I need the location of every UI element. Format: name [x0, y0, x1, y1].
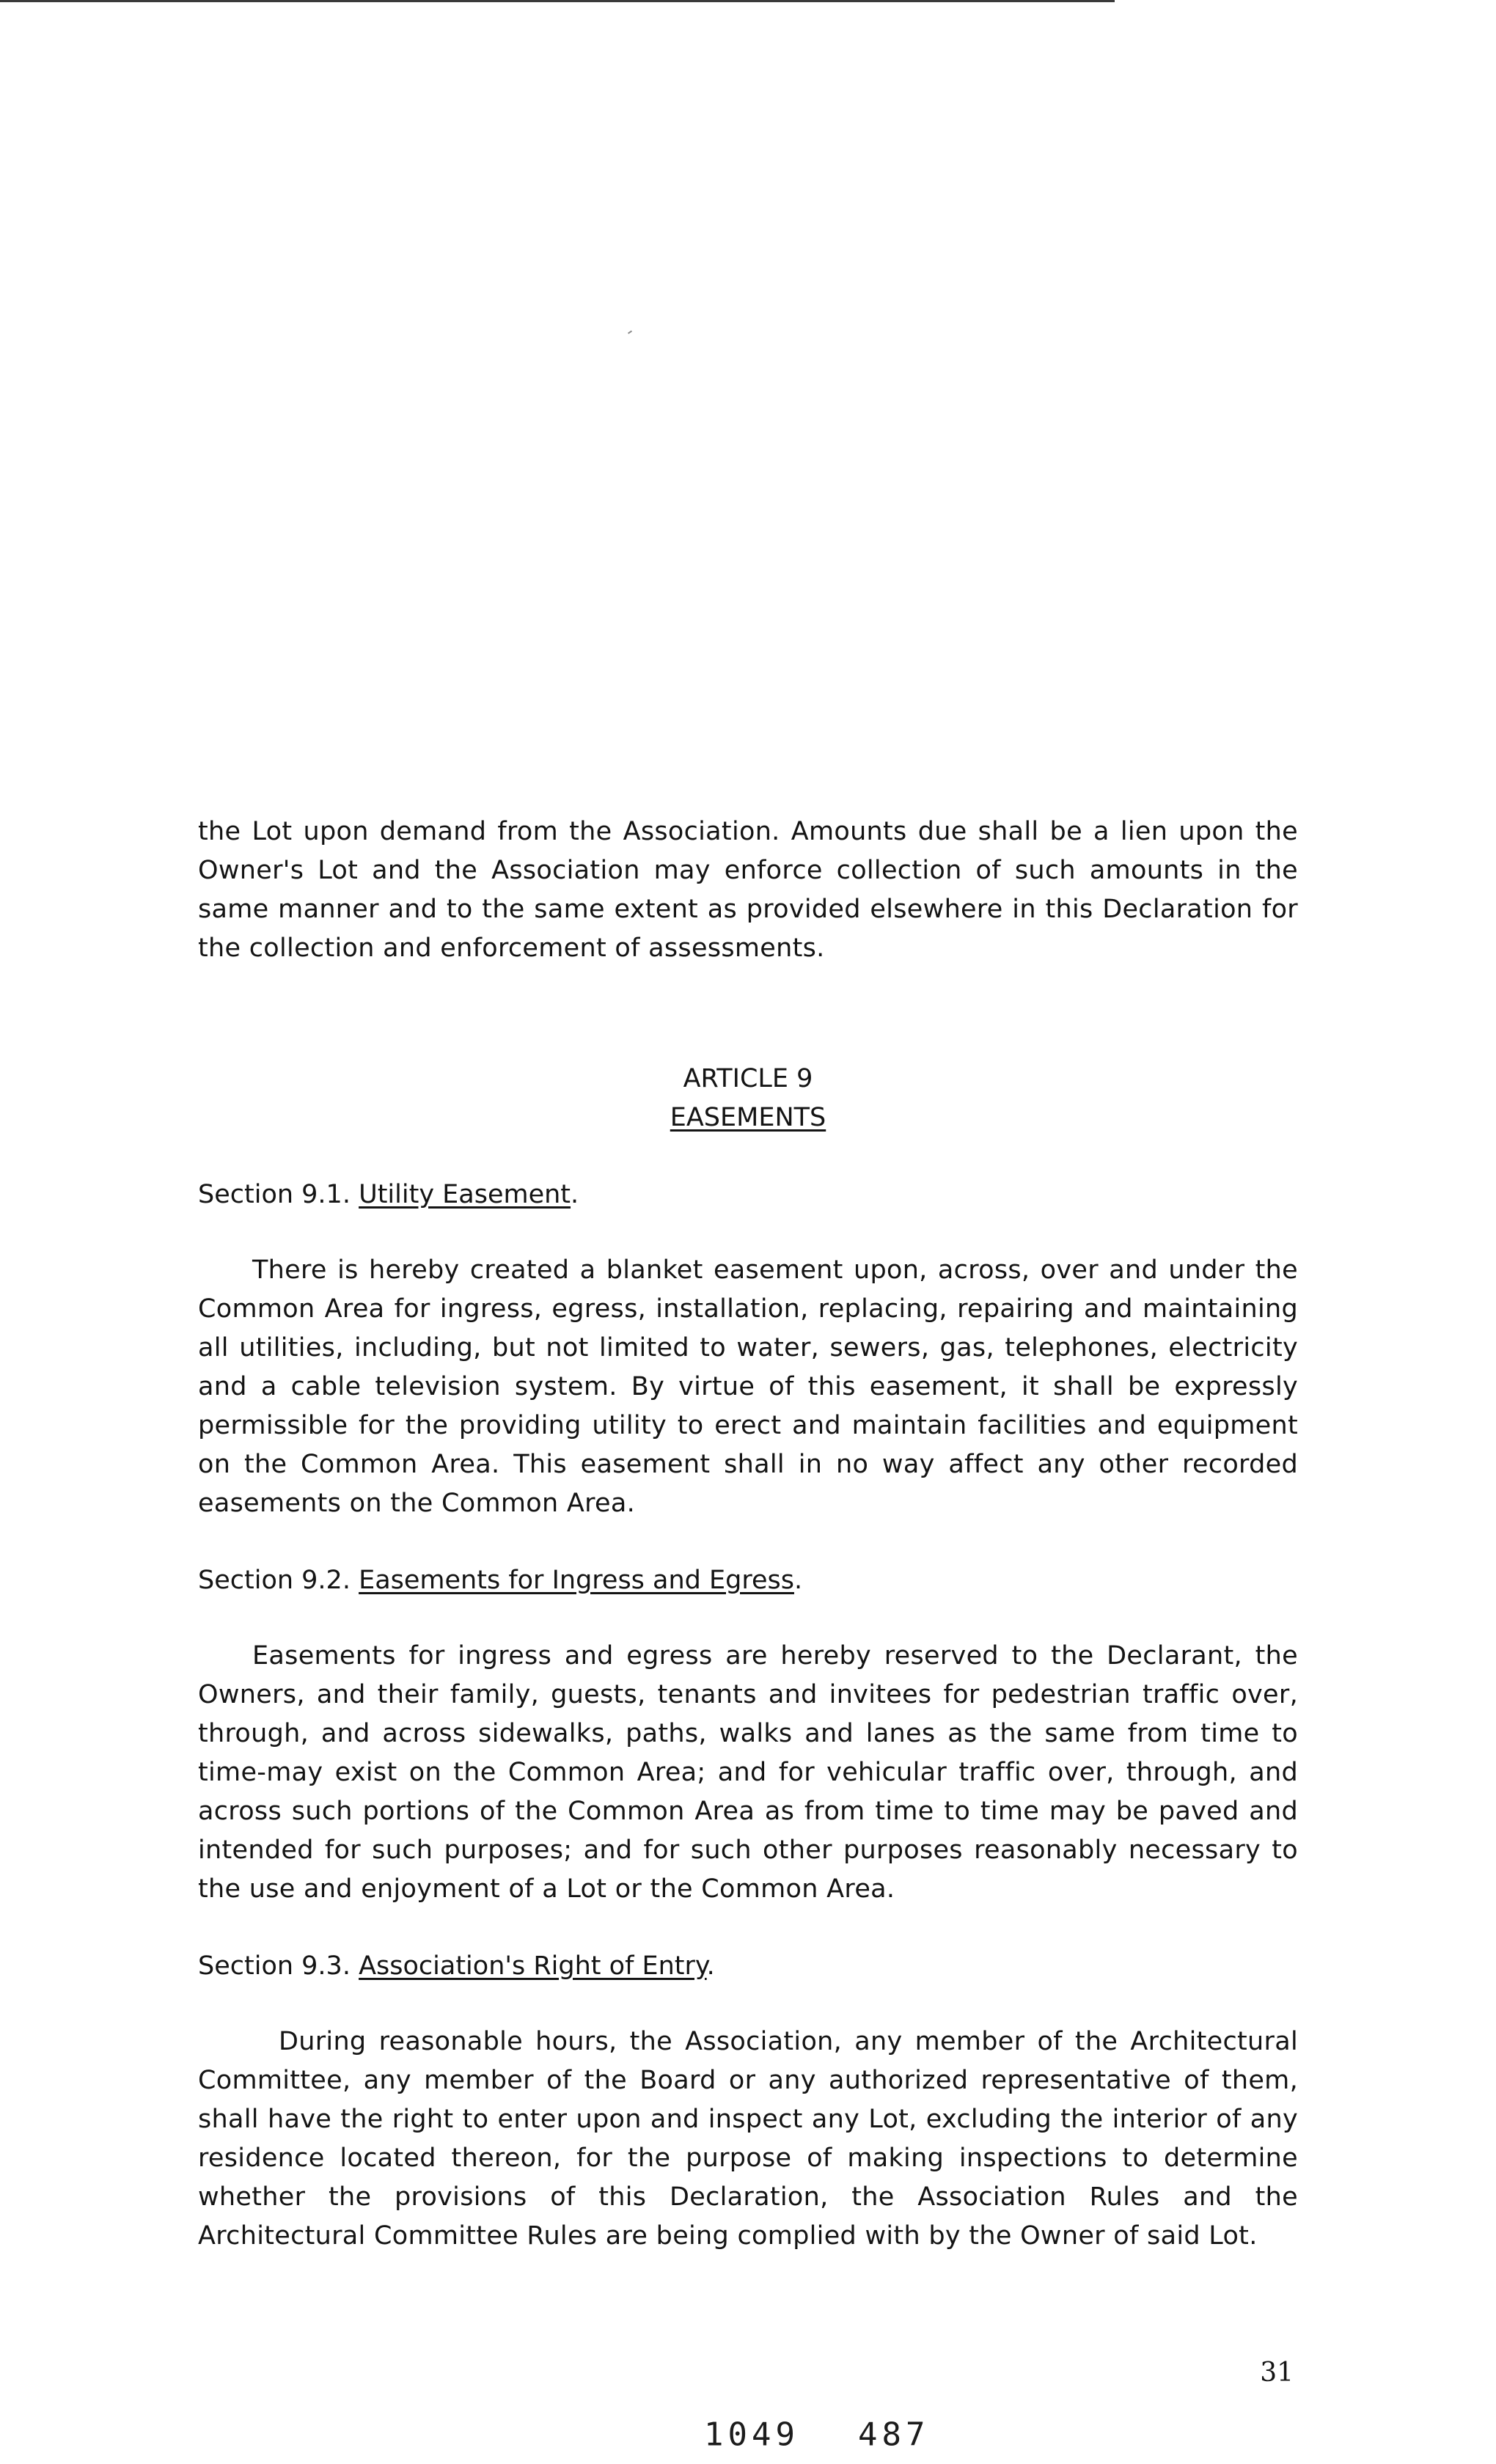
- section-title: Easements for Ingress and Egress: [359, 1566, 794, 1595]
- section-suffix: .: [571, 1180, 579, 1209]
- section-prefix: Section 9.3.: [198, 1951, 351, 1981]
- section-title: Utility Easement: [359, 1180, 571, 1209]
- section-9-1-heading: [198, 1176, 1298, 1214]
- section-9-1-body: There is hereby created a blanket easement upon, across, over and under the Common Area for ingress, egress, installation, replacing, repairing and maintaining all utilities, including, but not limited to water, sewers, gas, telephones, electricity and a cable television system. By virtue of this easement, it shall be expressly permissible for the providing utility to erect and maintain facilities and equipment on the Common Area. This easement shall in no way affect any other recorded easements on the Common Area.: [198, 1255, 1298, 1518]
- section-prefix: Section 9.2.: [198, 1566, 351, 1595]
- scan-speck: [628, 330, 632, 334]
- article-title: EASEMENTS: [670, 1103, 826, 1132]
- recording-stamp: [704, 2416, 929, 2454]
- document-body: [198, 813, 1298, 2256]
- section-9-3-heading: [198, 1947, 1298, 1986]
- section-9-2-body: Easements for ingress and egress are hereby reserved to the Declarant, the Owners, and their family, guests, tenants and invitees for pedestrian traffic over, through, and across sidewalks, paths, walks and lanes as the same from time to time-may exist on the Common Area; and for vehicular traffic over, through, and across such portions of the Common Area as from time to time may be paved and intended for such purposes; and for such other purposes reasonably necessary to the use and enjoyment of a Lot or the Common Area.: [198, 1641, 1298, 1904]
- article-number: ARTICLE 9: [683, 1064, 813, 1093]
- recording-book-number: 1049: [704, 2416, 799, 2454]
- section-9-3-body: During reasonable hours, the Association, any member of the Architectural Committee, any member of the Board or any authorized representative of them, shall have the right to enter upon and inspect any Lot, excluding the interior of any residence located thereon, for the purpose of making inspections to determine whether the provisions of this Declaration, the Association Rules and the Architectural Committee Rules are being complied with by the Owner of said Lot.: [198, 2027, 1298, 2251]
- page-number: 31: [1260, 2358, 1294, 2388]
- section-prefix: Section 9.1.: [198, 1180, 351, 1209]
- section-title: Association's Right of Entry: [359, 1951, 707, 1981]
- section-9-2-heading: [198, 1561, 1298, 1600]
- recording-page-number: 487: [857, 2416, 930, 2454]
- top-border-line: [0, 0, 1115, 2]
- section-suffix: .: [793, 1566, 803, 1595]
- intro-paragraph: the Lot upon demand from the Association. Amounts due shall be a lien upon the Owner's Lot and the Association may enforce collection of such amounts in the same manner and to the same extent as provided elsewhere in this Declaration for the collection and enforcement of assessments.: [198, 817, 1298, 963]
- section-suffix: .: [706, 1951, 715, 1981]
- article-heading: [198, 1060, 1298, 1137]
